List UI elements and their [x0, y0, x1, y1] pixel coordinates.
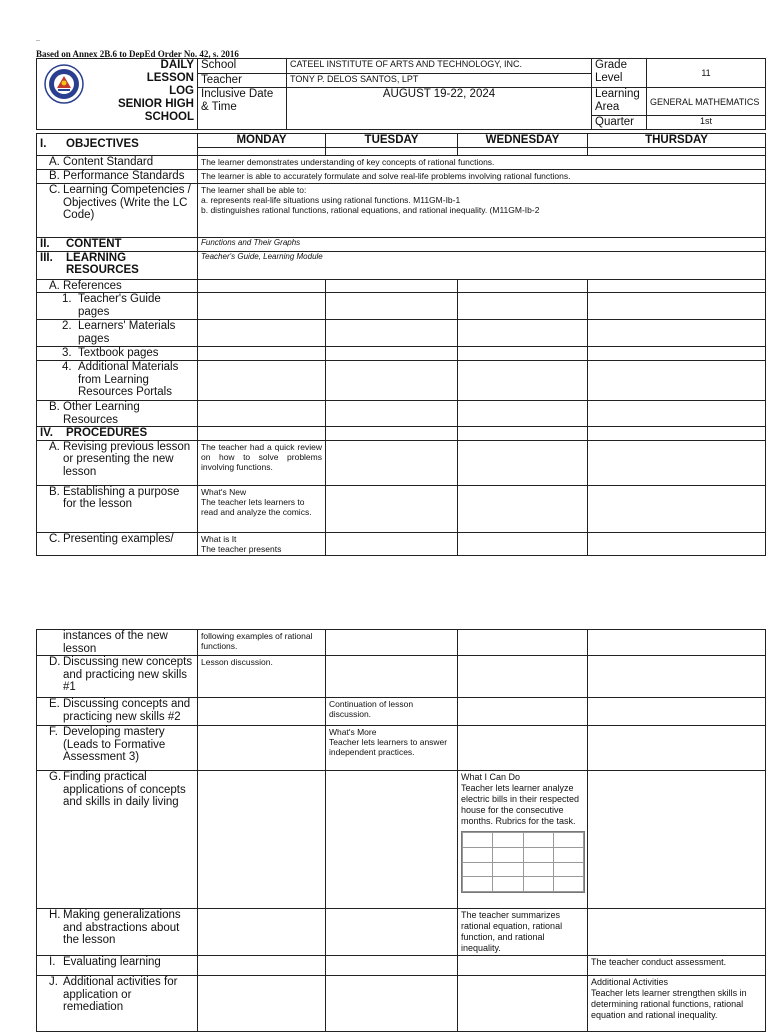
- day-tuesday: TUESDAY: [326, 134, 458, 148]
- learning-resources-heading: III. LEARNING RESOURCES: [37, 251, 198, 279]
- rubrics-thumbnail: [461, 831, 585, 893]
- presenting-examples-label: C. Presenting examples/: [37, 532, 198, 555]
- presenting-examples-monday-cont: following examples of rational functions.: [198, 630, 326, 656]
- learning-resources-value: Teacher's Guide, Learning Module: [198, 251, 766, 279]
- learners-materials-label: 2. Learners' Materials pages: [37, 320, 198, 347]
- practical-applications-label: G. Finding practical applications of concepts and skills in daily living: [37, 771, 198, 909]
- dll-title: DAILY LESSON LOG SENIOR HIGH SCHOOL: [89, 59, 198, 130]
- school-label: School: [198, 59, 287, 74]
- quarter-value: 1st: [647, 116, 766, 130]
- other-resources-label: B. Other Learning Resources: [37, 401, 198, 427]
- revising-lesson-monday: The teacher had a quick review on how to solve problems involving functions.: [198, 440, 326, 485]
- additional-materials-label: 4. Additional Materials from Learning Resources Portals: [37, 361, 198, 401]
- annex-reference: Based on Annex 2B.6 to DepEd Order No. 42, s. 2016: [36, 49, 239, 59]
- date-label: Inclusive Date & Time: [198, 88, 287, 130]
- area-label: Learning Area: [592, 88, 647, 116]
- teachers-guide-label: 1. Teacher's Guide pages: [37, 293, 198, 320]
- teacher-value: TONY P. DELOS SANTOS, LPT: [287, 74, 592, 88]
- deped-seal-icon: [44, 64, 84, 104]
- developing-mastery-label: F. Developing mastery (Leads to Formative Assessment 3): [37, 726, 198, 771]
- discussing-concepts-1-monday: Lesson discussion.: [198, 656, 326, 698]
- discussing-concepts-2-tuesday: Continuation of lesson discussion.: [326, 698, 458, 726]
- content-standard-label: A. Content Standard: [37, 156, 198, 170]
- additional-activities-thursday: Additional Activities Teacher lets learner strengthen skills in determining rational functions, rational equation and rational inequality.: [588, 976, 766, 1032]
- deped-seal-cell: [37, 59, 89, 130]
- teacher-label: Teacher: [198, 74, 287, 88]
- header-table: [36, 58, 766, 130]
- discussing-concepts-2-label: E. Discussing concepts and practicing new skills #2: [37, 698, 198, 726]
- generalizations-label: H. Making generalizations and abstractions about the lesson: [37, 909, 198, 956]
- purpose-label: B. Establishing a purpose for the lesson: [37, 485, 198, 532]
- developing-mastery-tuesday: What's More Teacher lets learners to answer independent practices.: [326, 726, 458, 771]
- quarter-label: Quarter: [592, 116, 647, 130]
- dll-table-continued: [36, 629, 766, 1032]
- practical-applications-wednesday: What I Can Do Teacher lets learner analyze electric bills in their respected house for the consecutive months. Rubrics for the task.: [458, 771, 588, 909]
- objectives-heading: I. OBJECTIVES: [37, 134, 198, 156]
- performance-standards-value: The learner is able to accurately formulate and solve real-life problems involving rational functions.: [198, 170, 766, 184]
- grade-value: 11: [647, 59, 766, 88]
- page-mark: --: [36, 38, 40, 44]
- evaluating-learning-thursday: The teacher conduct assessment.: [588, 956, 766, 976]
- presenting-examples-monday: What is It The teacher presents: [198, 532, 326, 555]
- textbook-pages-label: 3. Textbook pages: [37, 347, 198, 361]
- purpose-monday: What's New The teacher lets learners to read and analyze the comics.: [198, 485, 326, 532]
- references-label: A. References: [37, 279, 198, 293]
- revising-lesson-label: A. Revising previous lesson or presenting the new lesson: [37, 440, 198, 485]
- additional-activities-label: J. Additional activities for application or remediation: [37, 976, 198, 1032]
- generalizations-wednesday: The teacher summarizes rational equation, rational function, and rational inequality.: [458, 909, 588, 956]
- dll-table: [36, 133, 766, 556]
- competencies-label: C. Learning Competencies / Objectives (Write the LC Code): [37, 184, 198, 238]
- content-heading: II. CONTENT: [37, 238, 198, 252]
- grade-label: Grade Level: [592, 59, 647, 88]
- area-value: GENERAL MATHEMATICS: [647, 88, 766, 116]
- date-value: AUGUST 19-22, 2024: [287, 88, 592, 130]
- content-value: Functions and Their Graphs: [198, 238, 766, 252]
- competencies-value: The learner shall be able to: a. represents real-life situations using rational functions. M11GM-Ib-1 b. distinguishes rational functions, rational equations, and rational inequality. (M11GM-Ib-2: [198, 184, 766, 238]
- day-thursday: THURSDAY: [588, 134, 766, 148]
- presenting-examples-label-cont: instances of the new lesson: [37, 630, 198, 656]
- day-wednesday: WEDNESDAY: [458, 134, 588, 148]
- school-value: CATEEL INSTITUTE OF ARTS AND TECHNOLOGY, INC.: [287, 59, 592, 74]
- procedures-heading: IV. PROCEDURES: [37, 427, 198, 441]
- discussing-concepts-1-label: D. Discussing new concepts and practicing new skills #1: [37, 656, 198, 698]
- content-standard-value: The learner demonstrates understanding of key concepts of rational functions.: [198, 156, 766, 170]
- evaluating-learning-label: I. Evaluating learning: [37, 956, 198, 976]
- day-monday: MONDAY: [198, 134, 326, 148]
- performance-standards-label: B. Performance Standards: [37, 170, 198, 184]
